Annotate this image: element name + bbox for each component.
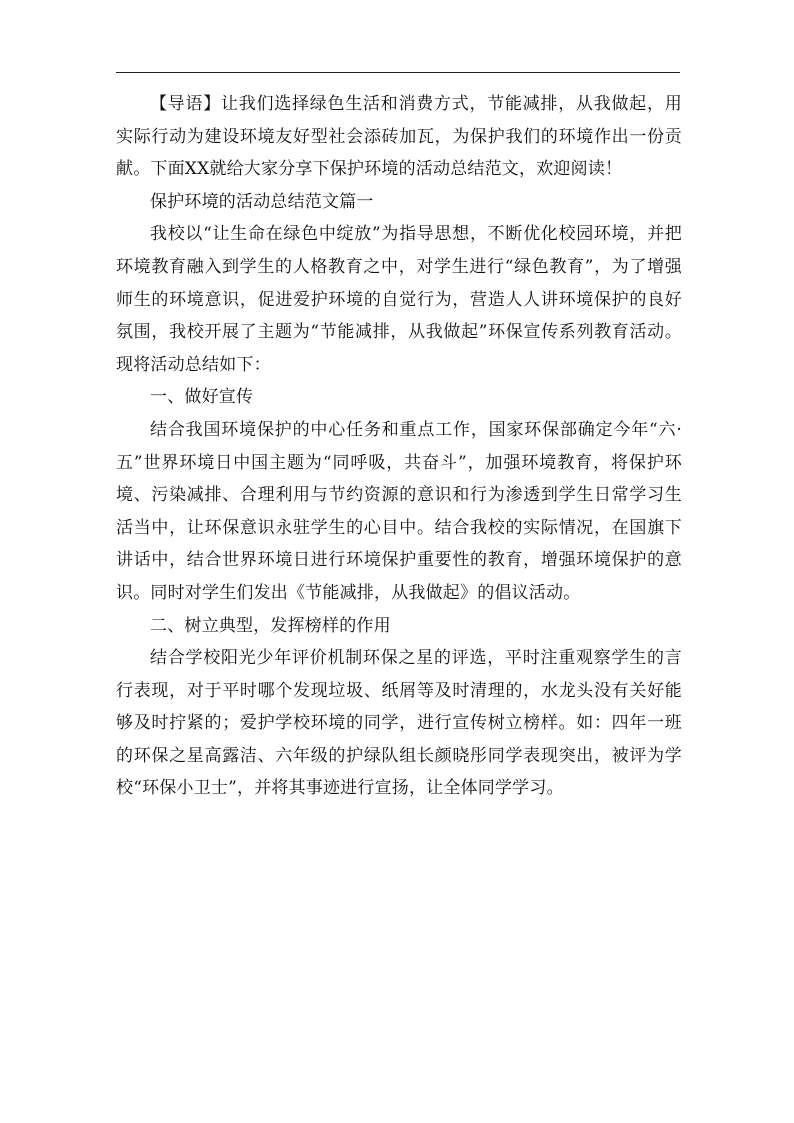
section-heading-2: 二、树立典型，发挥榜样的作用 xyxy=(150,615,391,636)
document-body xyxy=(116,88,682,805)
body-paragraph: 我校以“让生命在绿色中绽放”为指导思想，不断优化校园环境，并把环境教育融入到学生的人格教育之中，对学生进行“绿色教育”，为了增强师生的环境意识，促进爱护环境的自觉行为，营造人人讲环境保护的良好氛围，我校开展了主题为“节能减排，从我做起”环保宣传系列教育活动。现将活动总结如下： xyxy=(116,224,682,375)
section-heading-1: 一、做好宣传 xyxy=(150,387,254,408)
intro-paragraph: 【导语】让我们选择绿色生活和消费方式，节能减排，从我做起，用实际行动为建设环境友好型社会添砖加瓦，为保护我们的环境作出一份贡献。下面XX就给大家分享下保护环境的活动总结范文，欢迎阅读！ xyxy=(116,94,682,180)
body-paragraph: 结合我国环境保护的中心任务和重点工作，国家环保部确定今年“六·五”世界环境日中国主题为“同呼吸，共奋斗”，加强环境教育，将保护环境、污染减排、合理利用与节约资源的意识和行为渗透到学生日常学习生活当中，让环保意识永驻学生的心目中。结合我校的实际情况，在国旗下讲话中，结合世界环境日进行环境保护重要性的教育，增强环境保护的意识。同时对学生们发出《节能减排，从我做起》的倡议活动。 xyxy=(116,419,682,603)
article-title: 保护环境的活动总结范文篇一 xyxy=(150,191,374,212)
header-rule xyxy=(116,72,680,73)
body-paragraph: 结合学校阳光少年评价机制环保之星的评选，平时注重观察学生的言行表现，对于平时哪个发现垃圾、纸屑等及时清理的，水龙头没有关好能够及时拧紧的；爱护学校环境的同学，进行宣传树立榜样。如：四年一班的环保之星高露洁、六年级的护绿队组长颜晓彤同学表现突出，被评为学校“环保小卫士”，并将其事迹进行宣扬，让全体同学学习。 xyxy=(116,648,682,799)
